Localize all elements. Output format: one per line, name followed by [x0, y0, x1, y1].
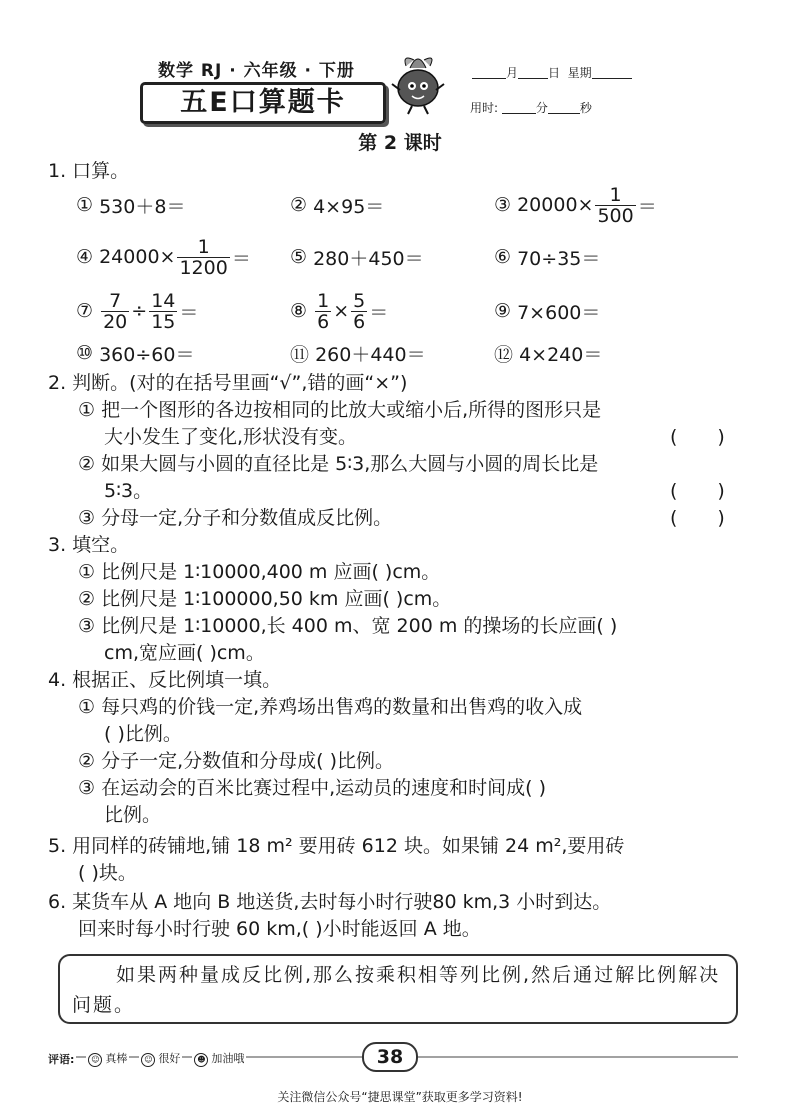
q4-item-2: ② 分子一定,分数值和分母成( )比例。 [78, 750, 394, 772]
q2-item-3: ③ 分母一定,分子和分数值成反比例。 [78, 507, 393, 529]
happy-face-icon: ☺ [141, 1053, 155, 1067]
q4-title: 4. 根据正、反比例填一填。 [48, 669, 282, 691]
eval-option-2[interactable]: ☺ 很好 [139, 1050, 182, 1067]
q4-item-3-line2: 比例。 [104, 804, 162, 826]
evaluation-label: 评语: [48, 1052, 75, 1066]
eval-option-1[interactable]: ☺ 真棒 [86, 1050, 129, 1067]
q2-item-2-line1: ② 如果大圆与小圆的直径比是 5∶3,那么大圆与小圆的周长比是 [78, 453, 599, 475]
calc-1: ① 530＋8＝ [76, 194, 186, 218]
calc-6: ⑥ 70÷35＝ [494, 246, 601, 270]
evaluation-bar [48, 1050, 246, 1067]
footer-note: 关注微信公众号“捷思课堂”获取更多学习资料! [277, 1090, 523, 1104]
header-subtitle: 数学 RJ · 六年级 · 下册 [158, 61, 355, 81]
q3-item-2: ② 比例尺是 1∶100000,50 km 应画( )cm。 [78, 588, 452, 610]
q5-line2: ( )块。 [78, 862, 137, 884]
header-title: 五E口算题卡 [140, 82, 386, 124]
q2-answer-paren-2[interactable]: () [670, 480, 765, 502]
page-number: 38 [362, 1042, 418, 1072]
cheer-face-icon: ☻ [194, 1053, 208, 1067]
calc-11: ⑪ 260＋440＝ [290, 343, 426, 366]
q2-item-1-line2: 大小发生了变化,形状没有变。 [104, 426, 358, 448]
tip-text: 如果两种量成反比例,那么按乘积相等列比例,然后通过解比例解决问题。 [72, 964, 721, 1016]
calc-2: ② 4×95＝ [290, 194, 385, 218]
q4-item-3-line1: ③ 在运动会的百米比赛过程中,运动员的速度和时间成( ) [78, 777, 546, 799]
q4-item-1-line2: ( )比例。 [104, 723, 182, 745]
lesson-title: 第 2 课时 [358, 132, 442, 154]
q3-item-3-line1: ③ 比例尺是 1∶10000,长 400 m、宽 200 m 的操场的长应画( ) [78, 615, 618, 637]
q3-title: 3. 填空。 [48, 534, 130, 556]
mascot-icon [388, 46, 448, 116]
q6-line1: 6. 某货车从 A 地向 B 地送货,去时每小时行驶80 km,3 小时到达。 [48, 891, 612, 913]
date-line: 月 日 星期 [472, 64, 632, 81]
calc-10: ⑩ 360÷60＝ [76, 342, 195, 366]
calc-5: ⑤ 280＋450＝ [290, 246, 424, 270]
eval-option-3[interactable]: ☻ 加油哦 [192, 1050, 246, 1067]
q2-answer-paren-3[interactable]: () [670, 507, 765, 529]
calc-7: ⑦ $\frac{7}{20}$ ÷ $\frac{14}{15}$ ＝ [76, 289, 199, 333]
calc-4: ④ 24000× $\frac{1}{1200}$ ＝ [76, 235, 251, 279]
smile-face-icon: ☺ [88, 1053, 102, 1067]
time-line: 用时: 分 秒 [470, 101, 592, 115]
q4-item-1-line1: ① 每只鸡的价钱一定,养鸡场出售鸡的数量和出售鸡的收入成 [78, 696, 583, 718]
q2-answer-paren-1[interactable]: () [670, 426, 765, 448]
q3-item-1: ① 比例尺是 1∶10000,400 m 应画( )cm。 [78, 561, 441, 583]
q2-item-2-line2: 5∶3。 [104, 480, 153, 502]
q2-title: 2. 判断。(对的在括号里画“√”,错的画“×”) [48, 372, 408, 394]
q5-line1: 5. 用同样的砖铺地,铺 18 m² 要用砖 612 块。如果铺 24 m²,要用砖 [48, 835, 625, 857]
calc-12: ⑫ 4×240＝ [494, 343, 603, 366]
calc-3: ③ 20000× $\frac{1}{500}$ ＝ [494, 183, 657, 227]
calc-9: ⑨ 7×600＝ [494, 300, 601, 324]
calc-8: ⑧ $\frac{1}{6}$ × $\frac{5}{6}$ ＝ [290, 289, 389, 333]
q3-item-3-line2: cm,宽应画( )cm。 [104, 642, 265, 664]
q1-title: 1. 口算。 [48, 160, 130, 182]
q2-item-1-line1: ① 把一个图形的各边按相同的比放大或缩小后,所得的图形只是 [78, 399, 602, 421]
q6-line2: 回来时每小时行驶 60 km,( )小时能返回 A 地。 [78, 918, 481, 940]
